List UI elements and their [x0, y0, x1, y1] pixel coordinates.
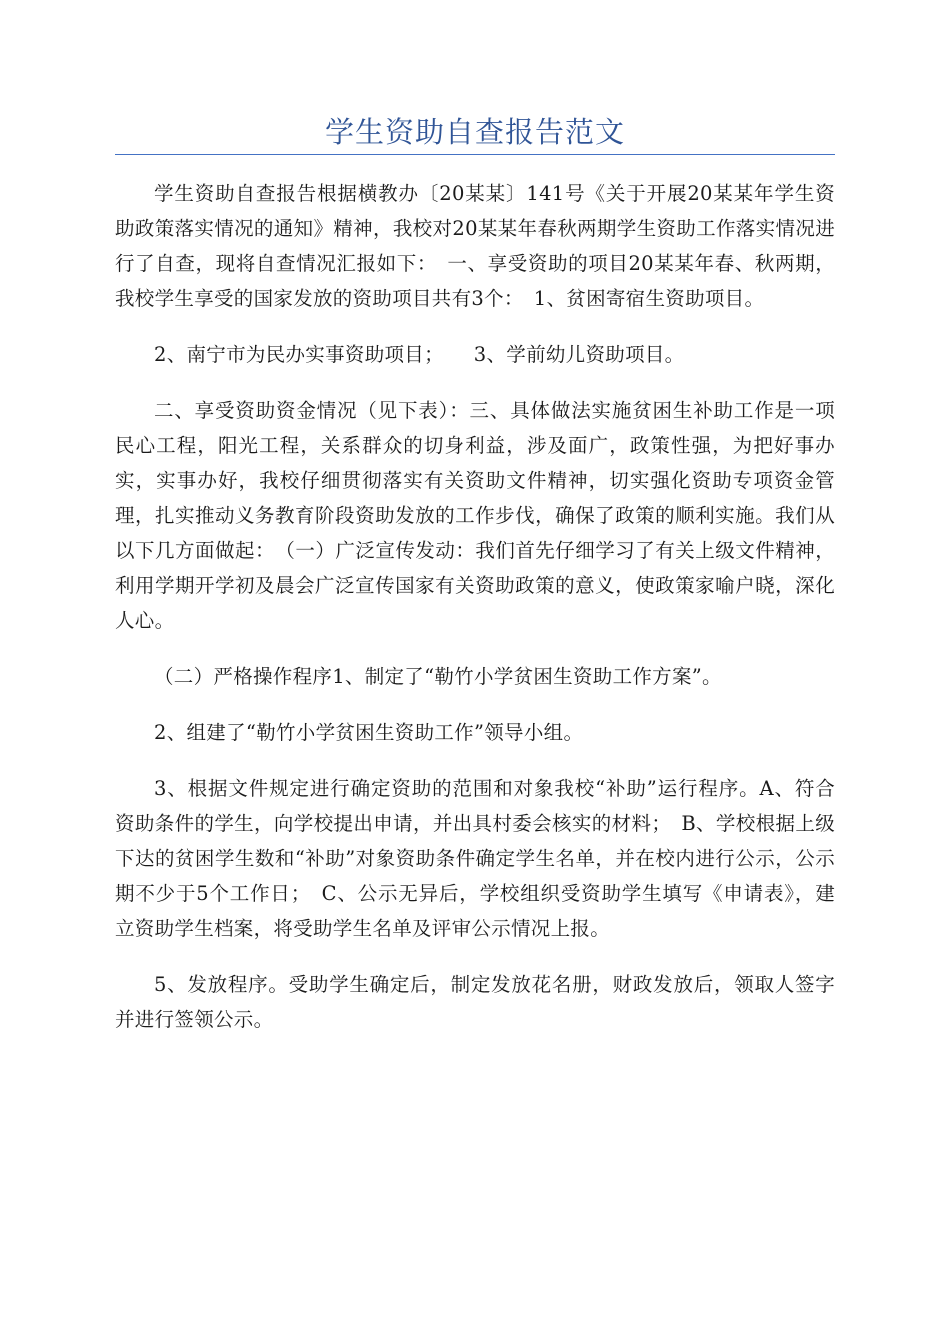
paragraph-scope: 3、根据文件规定进行确定资助的范围和对象我校“补助”运行程序。A、符合资助条件的学生，向学校提出申请，并出具村委会核实的材料； B、学校根据上级下达的贫困学生数和“补助”对象资助条件确定学生名单，并在校内进行公示，公示期不少于5个工作日； C、公示无异后，学校组织受资助学生填写《申请表》，建立资助学生档案，将受助学生名单及评审公示情况上报。 — [115, 777, 835, 940]
title-underline — [115, 154, 835, 155]
paragraph-intro: 学生资助自查报告根据横教办〔20某某〕141号《关于开展20某某年学生资助政策落实情况的通知》精神，我校对20某某年春秋两期学生资助工作落实情况进行了自查，现将自查情况汇报如下： 一、享受资助的项目20某某年春、秋两期，我校学生享受的国家发放的资助项目共有3个： 1、贫困寄宿生资助项目。 — [115, 182, 835, 310]
paragraph-projects: 2、南宁市为民办实事资助项目； 3、学前幼儿资助项目。 — [154, 343, 685, 366]
paragraph-funds: 二、享受资助资金情况（见下表）：三、具体做法实施贫困生补助工作是一项民心工程，阳光工程，关系群众的切身利益，涉及面广，政策性强，为把好事办实，实事办好，我校仔细贯彻落实有关资助文件精神，切实强化资助专项资金管理，扎实推动义务教育阶段资助发放的工作步伐，确保了政策的顺利实施。我们从以下几方面做起： （一）广泛宣传发动：我们首先仔细学习了有关上级文件精神，利用学期开学初及晨会广泛宣传国家有关资助政策的意义，使政策家喻户晓，深化人心。 — [115, 399, 835, 632]
document-body — [115, 176, 835, 1058]
paragraph-leadership: 2、组建了“勒竹小学贫困生资助工作”领导小组。 — [154, 721, 584, 744]
paragraph-distribution: 5、发放程序。受助学生确定后，制定发放花名册，财政发放后，领取人签字并进行签领公示。 — [115, 973, 835, 1031]
document-title: 学生资助自查报告范文 — [324, 115, 625, 149]
paragraph-procedure: （二）严格操作程序1、制定了“勒竹小学贫困生资助工作方案”。 — [154, 665, 722, 688]
